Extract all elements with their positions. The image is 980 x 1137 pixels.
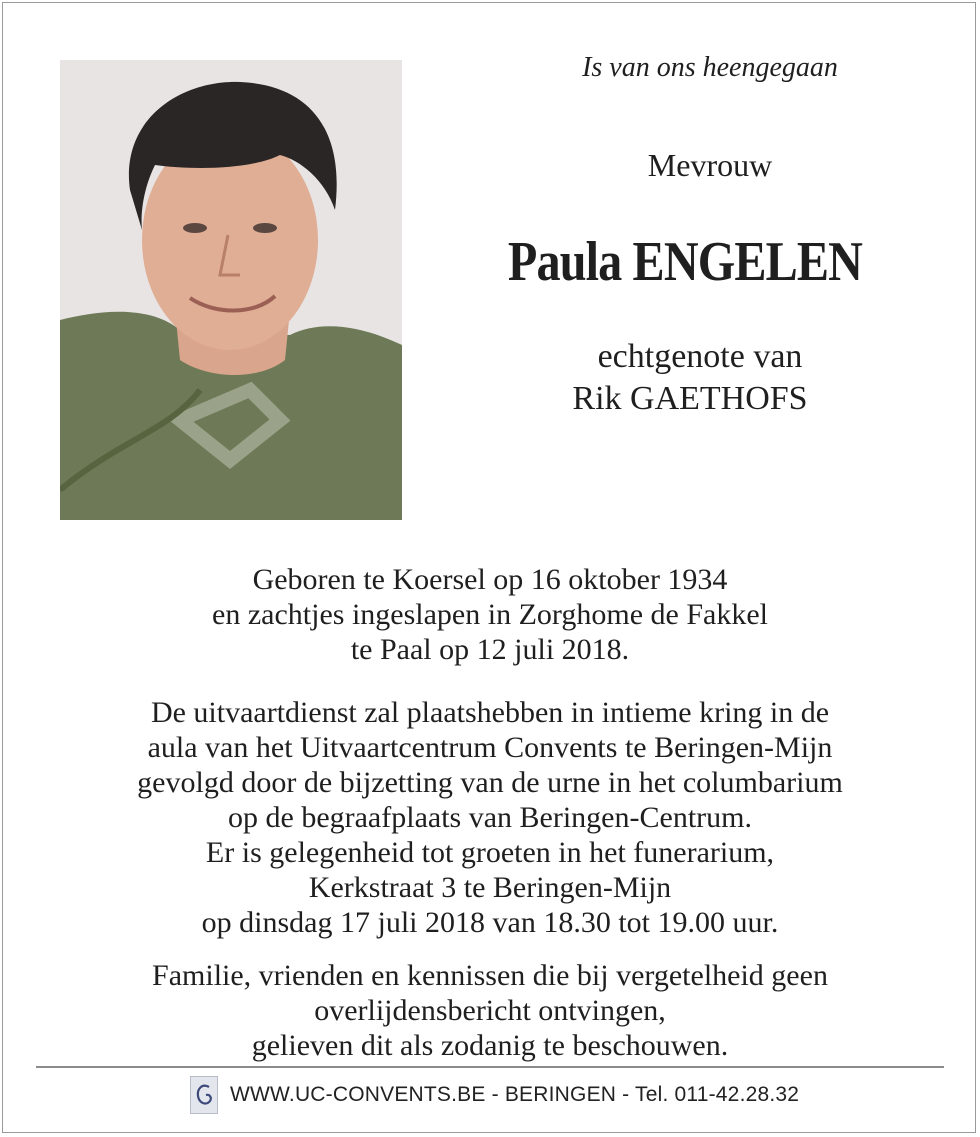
footer — [190, 1076, 799, 1114]
closing-line: gelieven dit als zodanig te beschouwen. — [251, 1029, 729, 1062]
footer-divider — [36, 1066, 944, 1068]
birth-death-line: te Paal op 12 juli 2018. — [350, 633, 630, 666]
service-line: op de begraafplaats van Beringen-Centrum. — [228, 801, 752, 834]
service-line: op dinsdag 17 juli 2018 van 18.30 tot 19.00 uur. — [201, 906, 779, 939]
birth-death-line: Geboren te Koersel op 16 oktober 1934 — [252, 563, 728, 596]
closing-line: Familie, vrienden en kennissen die bij vergetelheid geen — [152, 959, 828, 992]
closing-paragraph — [30, 958, 950, 1063]
service-line: Er is gelegenheid tot groeten in het funerarium, — [205, 836, 775, 869]
spouse-name: Rik GAETHOFS — [572, 380, 808, 417]
service-line: gevolgd door de bijzetting van de urne in het columbarium — [137, 766, 843, 799]
service-paragraph — [30, 695, 950, 940]
portrait-photo — [60, 60, 402, 520]
intro-text: Is van ons heengegaan — [582, 52, 838, 83]
spouse-label: echtgenote van — [597, 338, 803, 375]
closing-line: overlijdensbericht ontvingen, — [314, 994, 666, 1027]
footer-contact: WWW.UC-CONVENTS.BE - BERINGEN - Tel. 011-42.28.32 — [230, 1083, 800, 1106]
salutation: Mevrouw — [647, 147, 773, 183]
birth-death-paragraph — [30, 562, 950, 667]
birth-death-line: en zachtjes ingeslapen in Zorghome de Fakkel — [212, 598, 768, 631]
service-line: aula van het Uitvaartcentrum Convents te Beringen-Mijn — [147, 731, 833, 764]
funeral-home-logo-icon — [190, 1076, 218, 1114]
service-line: De uitvaartdienst zal plaatshebben in intieme kring in de — [150, 696, 830, 729]
service-line: Kerkstraat 3 te Beringen-Mijn — [308, 871, 672, 904]
deceased-name: Paula ENGELEN — [507, 231, 863, 293]
